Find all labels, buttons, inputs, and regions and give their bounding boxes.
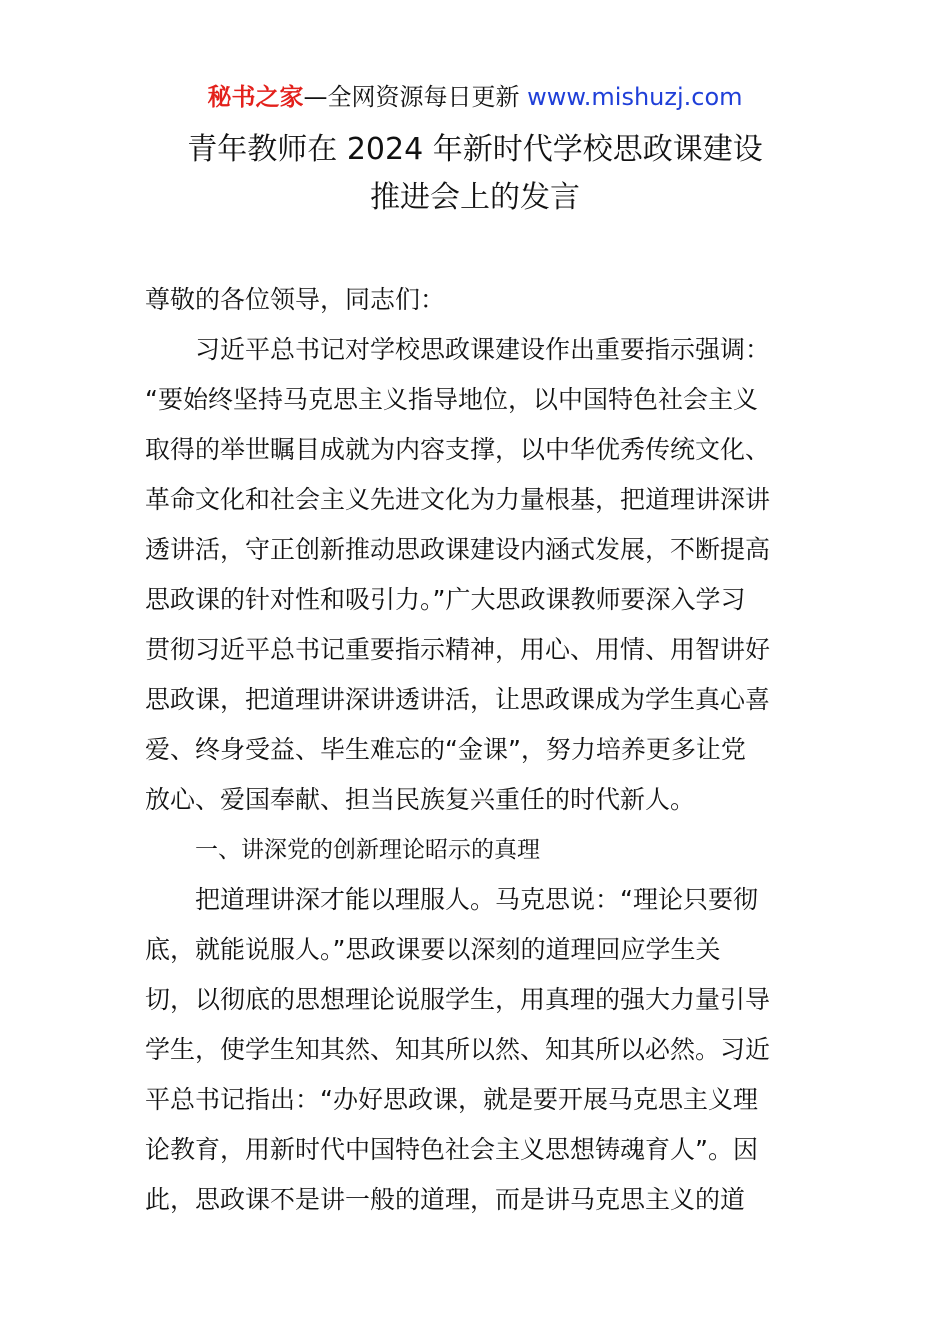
salutation: 尊敬的各位领导，同志们： [145, 285, 446, 314]
paragraph-line: 贯彻习近平总书记重要指示精神，用心、用情、用智讲好 [145, 635, 771, 664]
paragraph-line: 习近平总书记对学校思政课建设作出重要指示强调： [195, 335, 771, 364]
paragraph-line: 底，就能说服人。”思政课要以深刻的道理回应学生关 [145, 935, 721, 964]
site-brand: 秘书之家 [207, 83, 304, 111]
paragraph-line: 平总书记指出：“办好思政课，就是要开展马克思主义理 [145, 1085, 758, 1114]
paragraph-line: 把道理讲深才能以理服人。马克思说：“理论只要彻 [195, 885, 758, 914]
paragraph-line: 论教育，用新时代中国特色社会主义思想铸魂育人”。因 [145, 1135, 758, 1164]
section-heading: 一、讲深党的创新理论昭示的真理 [195, 837, 540, 863]
paragraph-line: 思政课的针对性和吸引力。”广大思政课教师要深入学习 [145, 585, 746, 614]
document-title [0, 126, 950, 222]
site-slogan: —全网资源每日更新 [303, 83, 520, 111]
paragraph-line: 此，思政课不是讲一般的道理，而是讲马克思主义的道 [145, 1185, 746, 1214]
site-banner [0, 80, 950, 114]
title-line-1: 青年教师在 2024 年新时代学校思政课建设 [187, 132, 763, 167]
paragraph-line: 透讲活，守正创新推动思政课建设内涵式发展，不断提高 [145, 535, 771, 564]
paragraph-line: 思政课，把道理讲深讲透讲活，让思政课成为学生真心喜 [145, 685, 771, 714]
paragraph-line: “要始终坚持马克思主义指导地位，以中国特色社会主义 [145, 385, 758, 414]
paragraph-line: 学生，使学生知其然、知其所以然、知其所以必然。习近 [145, 1035, 771, 1064]
paragraph-line: 取得的举世瞩目成就为内容支撑，以中华优秀传统文化、 [145, 435, 771, 464]
document-body [145, 275, 807, 1225]
paragraph-line: 放心、爱国奉献、担当民族复兴重任的时代新人。 [145, 785, 696, 814]
paragraph-line: 爱、终身受益、毕生难忘的“金课”，努力培养更多让党 [145, 735, 746, 764]
site-url-link[interactable]: www.mishuzj.com [527, 83, 743, 111]
title-line-2: 推进会上的发言 [370, 180, 580, 215]
paragraph-line: 革命文化和社会主义先进文化为力量根基，把道理讲深讲 [145, 485, 771, 514]
paragraph-line: 切，以彻底的思想理论说服学生，用真理的强大力量引导 [145, 985, 771, 1014]
